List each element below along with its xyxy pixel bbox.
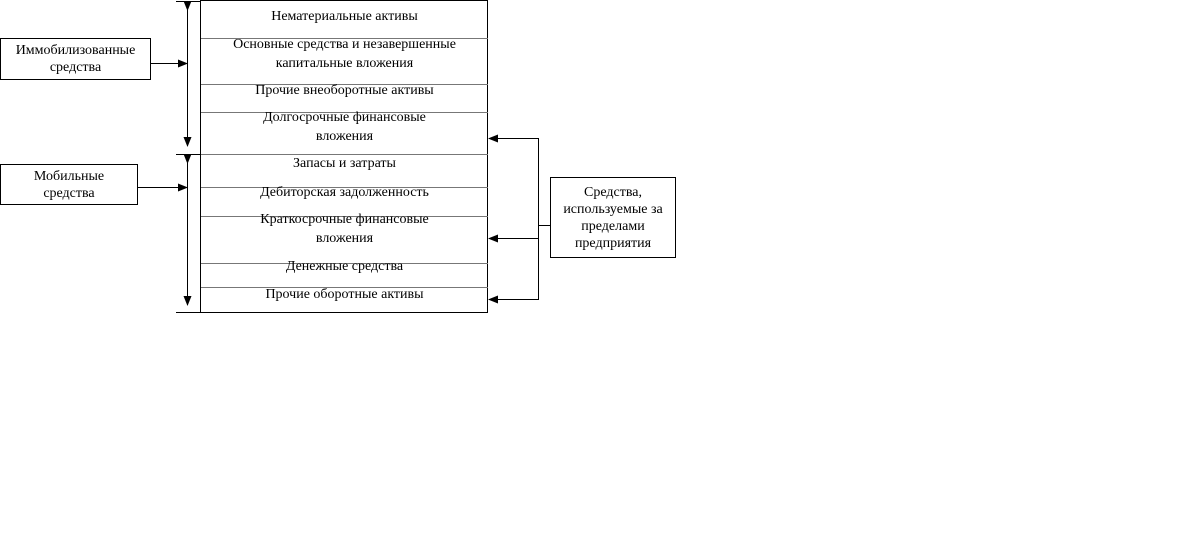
row-fixed-assets: Основные средства и незавершенные капитальные вложения	[233, 37, 456, 71]
immobile-assets-label: Иммобилизованные средства	[0, 38, 151, 80]
external-assets-label: Средства, используемые за пределами предприятия	[550, 177, 676, 258]
external-connector	[538, 138, 550, 300]
row-other-noncurrent-assets: Прочие внеоборотные активы	[255, 82, 434, 98]
row-intangible-assets: Нематериальные активы	[271, 8, 418, 24]
row-other-current-assets: Прочие оборотные активы	[265, 286, 424, 302]
bracket-ticks	[176, 2, 201, 313]
mobile-assets-label: Мобильные средства	[0, 164, 138, 205]
row-short-term-investments: Краткосрочные финансовые вложения	[260, 212, 429, 246]
row-cash: Денежные средства	[285, 258, 404, 274]
row-inventories: Запасы и затраты	[293, 155, 396, 171]
row-receivables: Дебиторская задолженность	[260, 184, 429, 200]
row-long-term-investments: Долгосрочные финансовые вложения	[263, 110, 426, 144]
